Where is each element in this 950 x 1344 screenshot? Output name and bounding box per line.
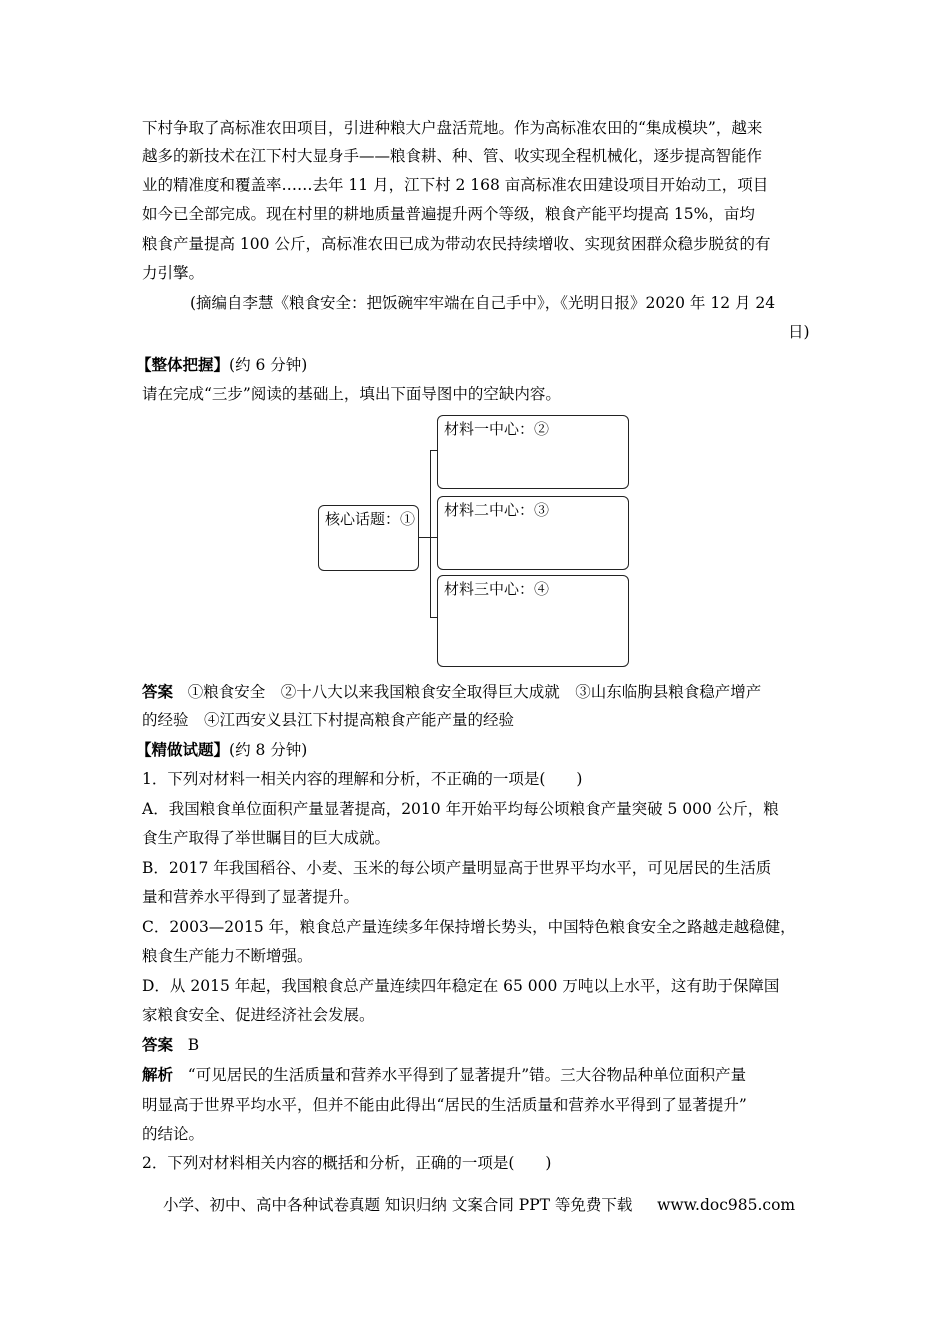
q1-stem: 1．下列对材料一相关内容的理解和分析，不正确的一项是( ) <box>142 770 583 788</box>
connector-branch-3 <box>430 617 437 618</box>
answer1-row <box>142 681 761 703</box>
q1-option-a-line2: 食生产取得了举世瞩目的巨大成就。 <box>142 829 391 847</box>
q1-analysis-row <box>142 1064 746 1086</box>
q1-option-b-line1: B．2017 年我国稻谷、小麦、玉米的每公顷产量明显高于世界平均水平，可见居民的生活质 <box>142 859 772 877</box>
material3-box <box>437 575 629 667</box>
connector-core <box>419 537 430 538</box>
q1-option-d-line1: D．从 2015 年起，我国粮食总产量连续四年稳定在 65 000 万吨以上水平，这有助于保障国 <box>142 977 780 995</box>
passage-line-4: 如今已全部完成。现在村里的耕地质量普遍提升两个等级，粮食产能平均提高 15%，亩均 <box>142 205 755 223</box>
passage-line-1: 下村争取了高标准农田项目，引进种粮大户盘活荒地。作为高标准农田的“集成模块”，越来 <box>142 119 763 137</box>
citation-line-1: (摘编自李慧《粮食安全：把饭碗牢牢端在自己手中》，《光明日报》2020 年 12 月 24 <box>190 294 776 312</box>
overall-heading-row <box>136 354 307 376</box>
q1-analysis-line1: “可见居民的生活质量和营养水平得到了显著提升”错。三大谷物品种单位面积产量 <box>187 1066 747 1084</box>
answer1-line2: 的经验 ④江西安义县江下村提高粮食产能产量的经验 <box>142 711 515 729</box>
q1-option-c-line2: 粮食生产能力不断增强。 <box>142 947 313 965</box>
material2-label: 材料二中心：③ <box>444 501 550 519</box>
footer-url[interactable]: www.doc985.com <box>657 1196 796 1214</box>
footer-text: 小学、初中、高中各种试卷真题 知识归纳 文案合同 PPT 等免费下载 <box>163 1196 633 1214</box>
passage-line-2: 越多的新技术在江下村大显身手——粮食耕、种、管、收实现全程机械化，逐步提高智能作 <box>142 147 763 165</box>
q1-option-a-line1: A．我国粮食单位面积产量显著提高，2010 年开始平均每公顷粮食产量突破 5 000 公斤，粮 <box>142 800 779 818</box>
passage-line-5: 粮食产量提高 100 公斤，高标准农田已成为带动农民持续增收、实现贫困群众稳步脱贫的有 <box>142 235 771 253</box>
passage-line-6: 力引擎。 <box>142 264 205 282</box>
material1-box <box>437 415 629 489</box>
q1-option-c-line1: C．2003—2015 年，粮食总产量连续多年保持增长势头，中国特色粮食安全之路越走越稳健， <box>142 918 796 936</box>
q1-analysis-line2: 明显高于世界平均水平，但并不能由此得出“居民的生活质量和营养水平得到了显著提升” <box>142 1096 747 1114</box>
q2-stem: 2．下列对材料相关内容的概括和分析，正确的一项是( ) <box>142 1154 552 1172</box>
material3-label: 材料三中心：④ <box>444 580 550 598</box>
practice-heading: 【精做试题】 <box>136 740 230 759</box>
material2-box <box>437 496 629 570</box>
overall-heading: 【整体把握】 <box>136 355 230 374</box>
practice-time: (约 8 分钟) <box>229 741 308 759</box>
answer1-label: 答案 <box>142 682 174 701</box>
overall-instruction: 请在完成“三步”阅读的基础上，填出下面导图中的空缺内容。 <box>142 385 561 403</box>
q1-answer-row <box>142 1034 199 1056</box>
overall-time: (约 6 分钟) <box>229 356 308 374</box>
q1-option-b-line2: 量和营养水平得到了显著提升。 <box>142 888 360 906</box>
footer <box>163 1193 795 1215</box>
connector-branch-1 <box>430 450 437 451</box>
q1-answer-label: 答案 <box>142 1035 174 1054</box>
practice-heading-row <box>136 739 307 761</box>
connector-branch-2 <box>430 537 437 538</box>
citation-line-2: 日) <box>788 323 810 341</box>
q1-answer: B <box>187 1036 200 1054</box>
answer1-line1: ①粮食安全 ②十八大以来我国粮食安全取得巨大成就 ③山东临朐县粮食稳产增产 <box>187 683 762 701</box>
q1-analysis-label: 解析 <box>142 1065 174 1084</box>
connector-trunk <box>430 450 431 618</box>
q1-option-d-line2: 家粮食安全、促进经济社会发展。 <box>142 1006 375 1024</box>
material1-label: 材料一中心：② <box>444 420 550 438</box>
q1-analysis-line3: 的结论。 <box>142 1125 205 1143</box>
core-topic-box <box>318 505 419 571</box>
core-topic-label: 核心话题：① <box>325 510 416 528</box>
passage-line-3: 业的精准度和覆盖率……去年 11 月，江下村 2 168 亩高标准农田建设项目开始动工，项目 <box>142 176 769 194</box>
